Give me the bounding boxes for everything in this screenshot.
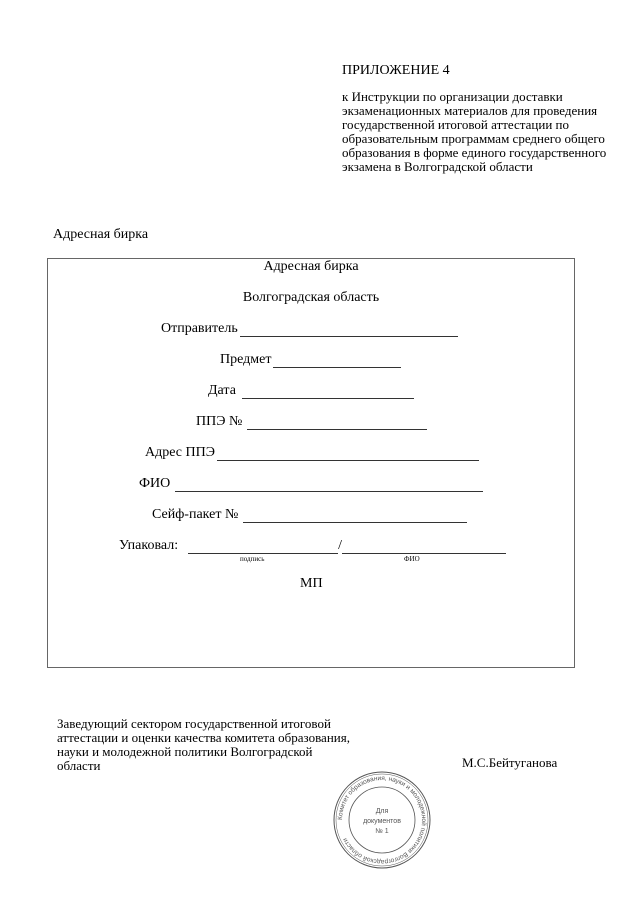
ppe-address-field[interactable]	[217, 446, 479, 461]
stamp-text-3: № 1	[375, 828, 389, 835]
signer-position: Заведующий сектором государственной итоговой аттестации и оценки качества комитета образования, науки и молодежной политики Волгоградской области	[57, 716, 350, 773]
fio-caption: ФИО	[404, 555, 420, 563]
packed-by-row	[119, 538, 506, 554]
appendix-description: к Инструкции по организации доставки экзаменационных материалов для проведения государственной итоговой аттестации по образовательным программам среднего общего образования в форме единого государственного экзамена в Волгоградской области	[342, 89, 607, 174]
ppe-address-row	[145, 445, 479, 461]
appendix-title: ПРИЛОЖЕНИЕ 4	[342, 63, 450, 78]
signature-caption: подпись	[240, 555, 265, 563]
ppe-address-label: Адрес ППЭ	[145, 445, 215, 460]
date-row	[208, 383, 414, 399]
section-label: Адресная бирка	[53, 227, 149, 242]
tag-region: Волгоградская область	[242, 290, 380, 305]
packed-by-fio-field[interactable]	[342, 539, 506, 554]
date-label: Дата	[208, 383, 236, 398]
ppe-number-label: ППЭ №	[196, 414, 243, 429]
sender-label: Отправитель	[161, 321, 238, 336]
safe-package-row	[152, 507, 467, 523]
date-field[interactable]	[242, 384, 414, 399]
subject-field[interactable]	[273, 353, 401, 368]
safe-package-label: Сейф-пакет №	[152, 507, 239, 522]
fio-row	[139, 476, 483, 492]
signer-name: М.С.Бейтуганова	[462, 755, 558, 770]
sender-field[interactable]	[240, 322, 458, 337]
subject-row	[220, 352, 401, 368]
seal-place-mark: МП	[300, 576, 323, 591]
official-stamp	[332, 770, 432, 870]
stamp-ring-text: Комитет образования, науки и молодежной политики Волгоградской области	[336, 774, 428, 866]
address-tag-box	[47, 258, 575, 668]
sender-row	[161, 321, 458, 337]
packed-by-signature-field[interactable]	[188, 539, 338, 554]
safe-package-field[interactable]	[243, 508, 467, 523]
ppe-number-row	[196, 414, 427, 430]
tag-title: Адресная бирка	[263, 259, 359, 274]
packed-by-label: Упаковал:	[119, 538, 179, 553]
stamp-text-2: документов	[363, 818, 401, 825]
stamp-text-1: Для	[375, 808, 389, 815]
ppe-number-field[interactable]	[247, 415, 427, 430]
slash-separator: /	[338, 538, 343, 553]
fio-field[interactable]	[175, 477, 483, 492]
subject-label: Предмет	[220, 352, 272, 367]
fio-label: ФИО	[139, 476, 171, 491]
